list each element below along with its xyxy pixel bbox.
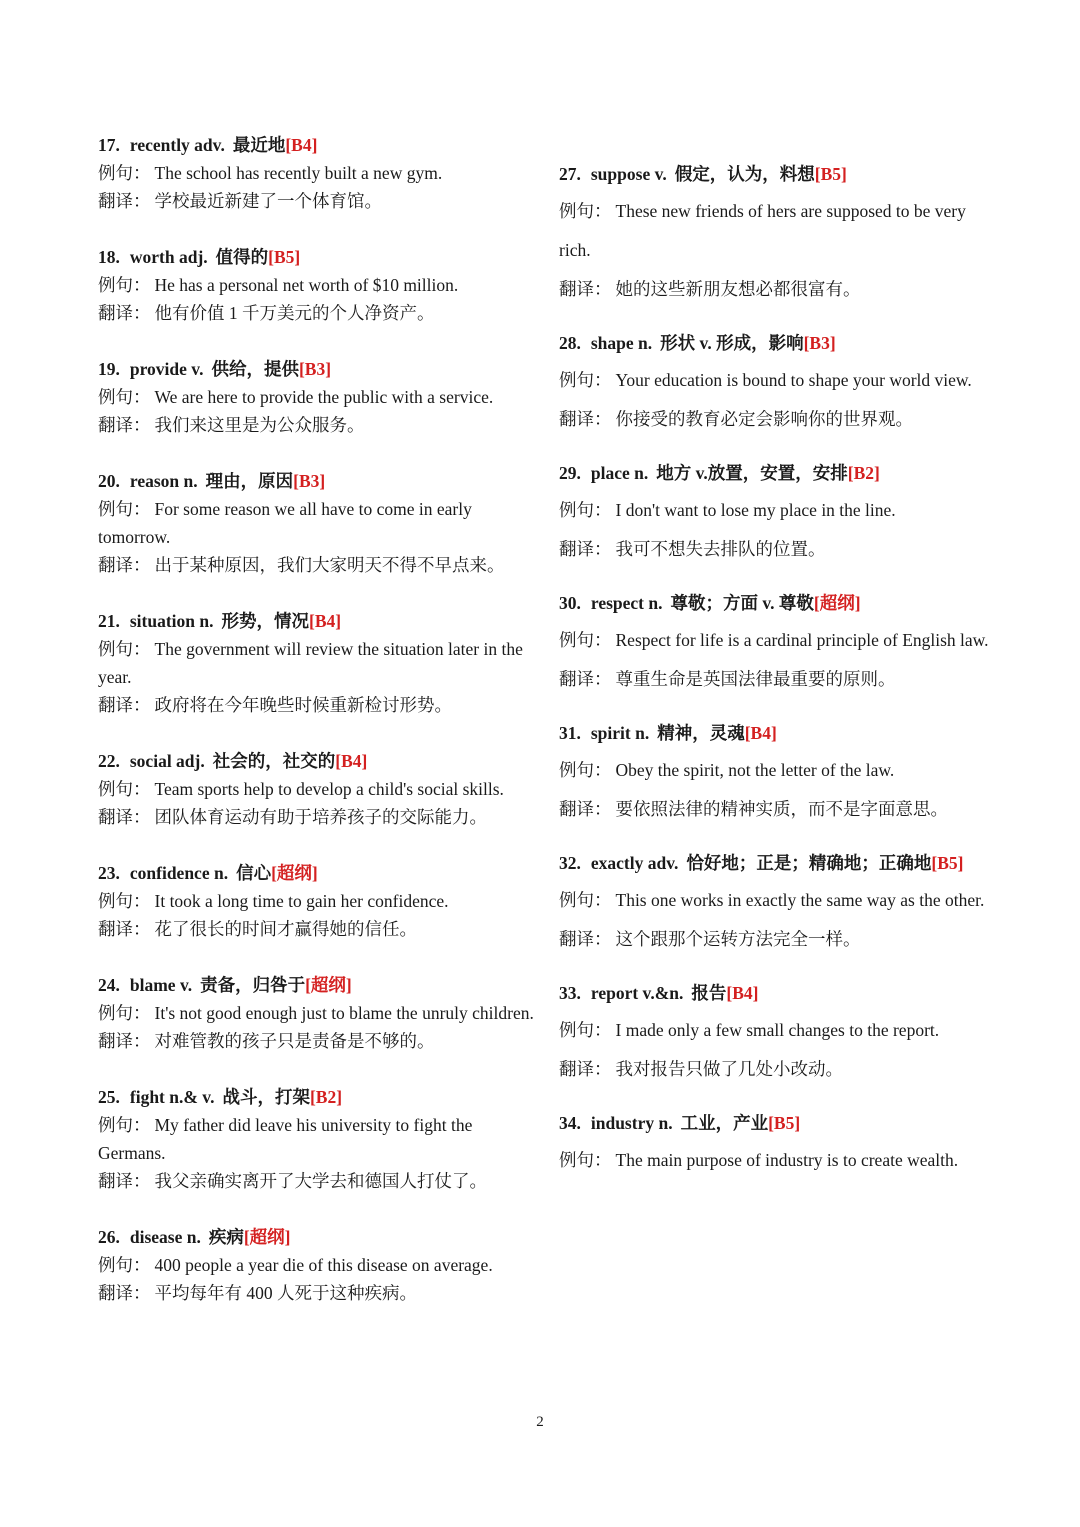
vocab-entry (98, 243, 538, 327)
definition: 疾病 (208, 1227, 244, 1247)
translation-text: 他有价值 1 千万美元的个人净资产。 (154, 303, 435, 323)
example-text: Your education is bound to shape your world view. (615, 370, 972, 390)
translation-label: 翻译： (559, 669, 612, 689)
translation-line (98, 1027, 538, 1055)
entry-headword (98, 747, 538, 775)
entry-headword (98, 131, 538, 159)
definition: 尊敬；方面 v. 尊敬 (670, 593, 814, 613)
translation-line (559, 1050, 999, 1089)
vocab-entry (559, 589, 999, 699)
translation-label: 翻译： (98, 555, 151, 575)
level-tag: [B2] (309, 1087, 343, 1107)
translation-label: 翻译： (559, 929, 612, 949)
headword: report v.&n. (590, 983, 684, 1003)
headword: place n. (590, 463, 649, 483)
level-tag: [B5] (268, 247, 301, 267)
entry-headword (98, 607, 538, 635)
definition: 信心 (236, 863, 272, 883)
definition: 责备，归咎于 (200, 975, 306, 995)
level-tag: [B4] (309, 611, 342, 631)
translation-line (559, 790, 999, 829)
headword: provide v. (129, 359, 204, 379)
entry-headword (98, 1223, 538, 1251)
translation-text: 花了很长的时间才赢得她的信任。 (154, 919, 417, 939)
translation-text: 政府将在今年晚些时候重新检讨形势。 (154, 695, 452, 715)
example-label: 例句： (98, 275, 151, 295)
headword: shape n. (590, 333, 653, 353)
entry-number: 28. (559, 333, 581, 353)
example-sentence (559, 751, 999, 790)
translation-label: 翻译： (559, 799, 612, 819)
entry-headword (559, 589, 999, 617)
translation-line (559, 920, 999, 959)
example-text: For some reason we all have to come in early tomorrow. (98, 499, 472, 547)
level-tag: [B5] (768, 1113, 801, 1133)
example-sentence (98, 495, 538, 551)
example-label: 例句： (98, 1003, 151, 1023)
example-text: The government will review the situation later in the year. (98, 639, 523, 687)
translation-text: 我可不想失去排队的位置。 (615, 539, 826, 559)
headword: reason n. (129, 471, 198, 491)
translation-line (98, 1167, 538, 1195)
definition: 社会的，社交的 (212, 751, 336, 771)
headword: disease n. (129, 1227, 201, 1247)
translation-text: 平均每年有 400 人死于这种疾病。 (154, 1283, 417, 1303)
example-text: We are here to provide the public with a service. (154, 387, 494, 407)
vocab-entry (559, 979, 999, 1089)
level-tag: [B4] (285, 135, 318, 155)
example-sentence (98, 1111, 538, 1167)
translation-line (98, 1279, 538, 1307)
entry-headword (559, 719, 999, 747)
level-tag: [B4] (335, 751, 368, 771)
definition: 理由，原因 (205, 471, 294, 491)
translation-text: 出于某种原因，我们大家明天不得不早点来。 (154, 555, 505, 575)
translation-label: 翻译： (98, 1031, 151, 1051)
entry-headword (98, 467, 538, 495)
translation-label: 翻译： (559, 1059, 612, 1079)
example-sentence (559, 881, 999, 920)
headword: suppose v. (590, 164, 667, 184)
translation-label: 翻译： (98, 191, 151, 211)
entry-headword (559, 1109, 999, 1137)
entry-number: 29. (559, 463, 581, 483)
headword: blame v. (129, 975, 193, 995)
example-sentence (559, 491, 999, 530)
example-text: Obey the spirit, not the letter of the law. (615, 760, 895, 780)
headword: recently adv. (129, 135, 225, 155)
example-label: 例句： (559, 370, 612, 390)
translation-label: 翻译： (98, 1171, 151, 1191)
translation-text: 对难管教的孩子只是责备是不够的。 (154, 1031, 435, 1051)
entry-number: 21. (98, 611, 120, 631)
definition: 工业，产业 (680, 1113, 769, 1133)
example-sentence (98, 999, 538, 1027)
example-sentence (98, 635, 538, 691)
vocab-entry (559, 160, 999, 309)
translation-label: 翻译： (559, 279, 612, 299)
example-sentence (559, 1011, 999, 1050)
level-tag: [超纲] (271, 863, 318, 883)
translation-line (559, 270, 999, 309)
vocab-entry (559, 719, 999, 829)
translation-line (98, 187, 538, 215)
vocab-entry (559, 329, 999, 439)
example-text: Respect for life is a cardinal principle of English law. (615, 630, 989, 650)
translation-label: 翻译： (559, 409, 612, 429)
translation-text: 我对报告只做了几处小改动。 (615, 1059, 843, 1079)
example-label: 例句： (559, 630, 612, 650)
translation-line (98, 803, 538, 831)
example-label: 例句： (559, 1150, 612, 1170)
example-sentence (98, 887, 538, 915)
example-sentence (559, 621, 999, 660)
translation-line (98, 411, 538, 439)
example-label: 例句： (98, 639, 151, 659)
example-text: My father did leave his university to fight the Germans. (98, 1115, 473, 1163)
definition: 形状 v. 形成，影响 (660, 333, 804, 353)
translation-label: 翻译： (98, 695, 151, 715)
entry-number: 25. (98, 1087, 120, 1107)
translation-label: 翻译： (559, 539, 612, 559)
headword: situation n. (129, 611, 214, 631)
translation-line (559, 530, 999, 569)
example-label: 例句： (559, 201, 612, 221)
example-text: This one works in exactly the same way as the other. (615, 890, 985, 910)
example-text: I don't want to lose my place in the line. (615, 500, 896, 520)
headword: worth adj. (129, 247, 208, 267)
headword: exactly adv. (590, 853, 679, 873)
example-sentence (98, 383, 538, 411)
definition: 报告 (691, 983, 727, 1003)
definition: 假定，认为，料想 (674, 164, 815, 184)
example-label: 例句： (559, 890, 612, 910)
level-tag: [超纲] (243, 1227, 291, 1247)
example-label: 例句： (559, 1020, 612, 1040)
level-tag: [B5] (931, 853, 964, 873)
entry-number: 33. (559, 983, 581, 1003)
level-tag: [B2] (847, 463, 880, 483)
translation-text: 学校最近新建了一个体育馆。 (154, 191, 382, 211)
example-sentence (559, 192, 999, 270)
vocab-entry (98, 747, 538, 831)
level-tag: [B3] (298, 359, 332, 379)
vocab-entry (559, 1109, 999, 1180)
vocab-entry (98, 355, 538, 439)
headword: industry n. (590, 1113, 673, 1133)
entry-number: 26. (98, 1227, 120, 1247)
level-tag: [B3] (293, 471, 326, 491)
entry-number: 34. (559, 1113, 581, 1133)
example-label: 例句： (98, 163, 151, 183)
example-label: 例句： (98, 387, 151, 407)
example-text: 400 people a year die of this disease on average. (154, 1255, 493, 1275)
example-label: 例句： (559, 760, 612, 780)
left-column (98, 131, 538, 1335)
entry-number: 27. (559, 164, 581, 184)
translation-line (98, 915, 538, 943)
example-sentence (98, 775, 538, 803)
example-text: These new friends of hers are supposed to be very rich. (559, 201, 966, 260)
translation-label: 翻译： (98, 919, 151, 939)
level-tag: [B4] (744, 723, 777, 743)
entry-headword (559, 979, 999, 1007)
entry-number: 19. (98, 359, 120, 379)
translation-text: 这个跟那个运转方法完全一样。 (615, 929, 861, 949)
translation-text: 我们来这里是为公众服务。 (154, 415, 365, 435)
headword: social adj. (129, 751, 205, 771)
definition: 地方 v.放置，安置，安排 (656, 463, 848, 483)
translation-text: 尊重生命是英国法律最重要的原则。 (615, 669, 896, 689)
level-tag: [B5] (814, 164, 847, 184)
definition: 恰好地；正是；精确地；正确地 (686, 853, 932, 873)
definition: 最近地 (232, 135, 286, 155)
entry-headword (559, 849, 999, 877)
headword: respect n. (590, 593, 663, 613)
example-sentence (98, 271, 538, 299)
definition: 精神，灵魂 (657, 723, 745, 743)
vocab-entry (98, 859, 538, 943)
example-text: He has a personal net worth of $10 million. (154, 275, 459, 295)
translation-text: 你接受的教育必定会影响你的世界观。 (615, 409, 913, 429)
headword: confidence n. (129, 863, 229, 883)
translation-label: 翻译： (98, 1283, 151, 1303)
vocab-entry (559, 849, 999, 959)
level-tag: [B3] (803, 333, 836, 353)
entry-headword (559, 160, 999, 188)
example-text: Team sports help to develop a child's social skills. (154, 779, 504, 799)
example-text: The main purpose of industry is to create wealth. (615, 1150, 959, 1170)
translation-text: 要依照法律的精神实质，而不是字面意思。 (615, 799, 948, 819)
translation-text: 团队体育运动有助于培养孩子的交际能力。 (154, 807, 487, 827)
translation-text: 我父亲确实离开了大学去和德国人打仗了。 (154, 1171, 487, 1191)
entry-number: 30. (559, 593, 581, 613)
vocab-entry (98, 1223, 538, 1307)
level-tag: [B4] (726, 983, 759, 1003)
entry-headword (98, 243, 538, 271)
example-sentence (98, 1251, 538, 1279)
entry-headword (98, 1083, 538, 1111)
translation-text: 她的这些新朋友想必都很富有。 (615, 279, 861, 299)
entry-number: 20. (98, 471, 120, 491)
example-label: 例句： (559, 500, 612, 520)
entry-number: 31. (559, 723, 581, 743)
definition: 值得的 (215, 247, 269, 267)
entry-headword (98, 355, 538, 383)
entry-headword (98, 971, 538, 999)
definition: 形势，情况 (221, 611, 310, 631)
entry-number: 23. (98, 863, 120, 883)
translation-line (98, 551, 538, 579)
translation-line (98, 691, 538, 719)
level-tag: [超纲] (305, 975, 352, 995)
vocab-entry (98, 1083, 538, 1195)
example-sentence (559, 1141, 999, 1180)
vocab-entry (98, 607, 538, 719)
headword: spirit n. (590, 723, 650, 743)
example-label: 例句： (98, 1255, 151, 1275)
example-text: I made only a few small changes to the report. (615, 1020, 940, 1040)
example-sentence (98, 159, 538, 187)
example-label: 例句： (98, 499, 151, 519)
entry-number: 24. (98, 975, 120, 995)
definition: 供给，提供 (211, 359, 299, 379)
vocab-entry (98, 131, 538, 215)
example-text: The school has recently built a new gym. (154, 163, 443, 183)
translation-line (98, 299, 538, 327)
entry-number: 32. (559, 853, 581, 873)
example-sentence (559, 361, 999, 400)
example-text: It took a long time to gain her confidence. (154, 891, 449, 911)
example-text: It's not good enough just to blame the unruly children. (154, 1003, 534, 1023)
entry-headword (98, 859, 538, 887)
translation-line (559, 400, 999, 439)
definition: 战斗，打架 (222, 1087, 310, 1107)
headword: fight n.& v. (129, 1087, 215, 1107)
example-label: 例句： (98, 891, 151, 911)
entry-headword (559, 329, 999, 357)
entry-number: 17. (98, 135, 120, 155)
translation-label: 翻译： (98, 303, 151, 323)
level-tag: [超纲] (813, 593, 861, 613)
translation-label: 翻译： (98, 415, 151, 435)
vocab-entry (98, 467, 538, 579)
entry-number: 18. (98, 247, 120, 267)
entry-headword (559, 459, 999, 487)
translation-line (559, 660, 999, 699)
vocab-entry (559, 459, 999, 569)
example-label: 例句： (98, 779, 151, 799)
right-column (559, 160, 999, 1200)
translation-label: 翻译： (98, 807, 151, 827)
vocab-entry (98, 971, 538, 1055)
entry-number: 22. (98, 751, 120, 771)
page-number: 2 (536, 1414, 544, 1430)
example-label: 例句： (98, 1115, 151, 1135)
